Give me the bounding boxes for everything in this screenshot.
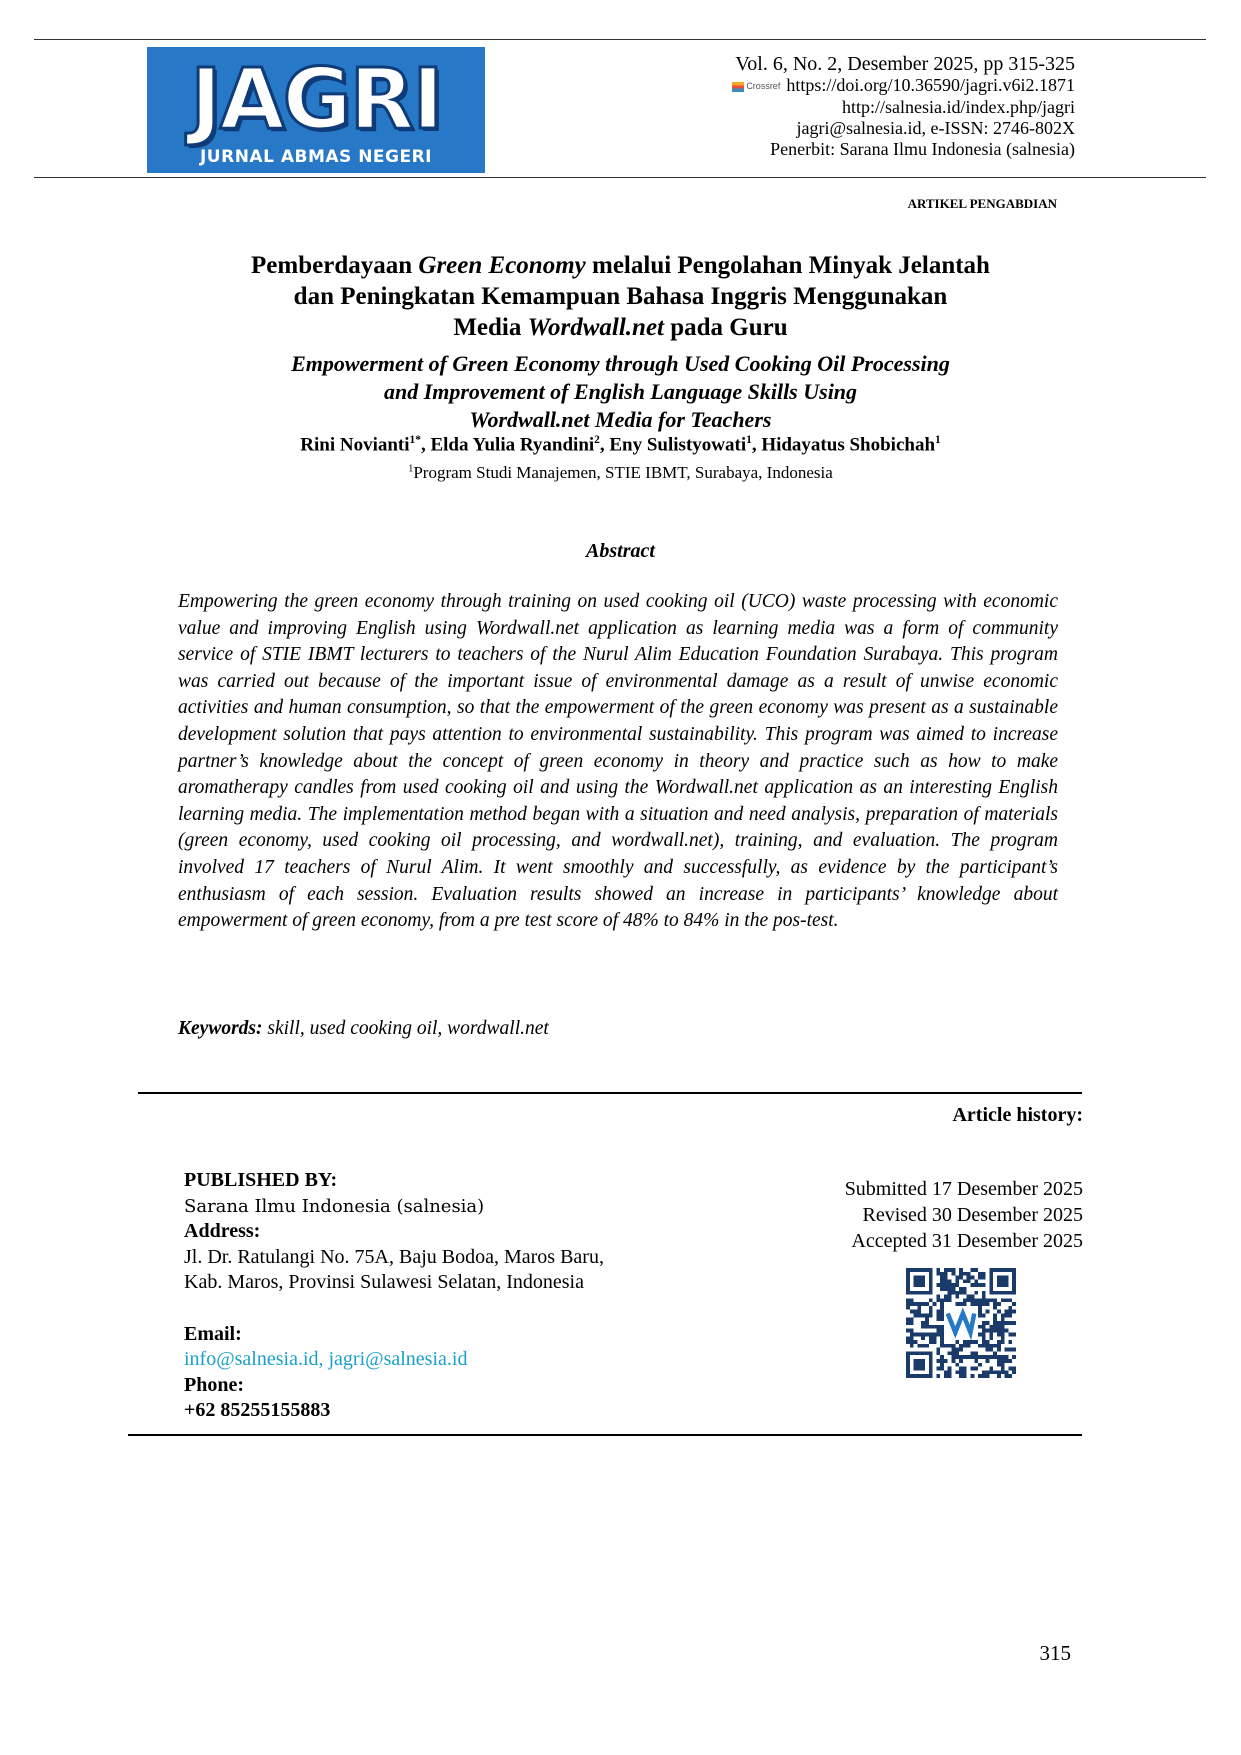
history-top-rule: [138, 1092, 1082, 1094]
author: Hidayatus Shobichah: [761, 434, 936, 456]
phone-label: Phone:: [184, 1373, 244, 1396]
author: Elda Yulia Ryandini: [430, 434, 595, 456]
article-subtitle: Empowerment of Green Economy through Used Cooking Oil Processing and Improvement of English Language Skills Using Wordwall.net Media for Teachers: [291, 351, 950, 432]
address-line: Jl. Dr. Ratulangi No. 75A, Baju Bodoa, Maros Baru,: [184, 1245, 604, 1268]
revised-date: Revised 30 Desember 2025: [862, 1204, 1083, 1226]
keywords-label: Keywords:: [178, 1018, 263, 1039]
published-by-heading: PUBLISHED BY:: [184, 1169, 338, 1191]
abstract-text: Empowering the green economy through training on used cooking oil (UCO) waste processing with economic value and improving English using Wordwall.net application as learning media was a form of community service of STIE IBMT lecturers to teachers of the Nurul Alim Education Foundation Surabaya. This program was carried out because of the important issue of environmental damage as a result of unwise economic activities and human consumption, so that the empowerment of the green economy was present as a sustainable development solution that pays attention to environmental sustainability. This program was aimed to increase partner’s knowledge about the concept of green economy in theory and practice such as how to make aromatherapy candles from used cooking oil and using the Wordwall.net application as an interesting English learning media. The implementation method began with a situation and need analysis, preparation of materials (green economy, used cooking oil processing, and wordwall.net), training, and evaluation. The program involved 17 teachers of Nurul Alim. It went smoothly and successfully, as evidence by the participant’s enthusiasm of each session. Evaluation results showed an increase in participants’ knowledge about empowerment of green economy, from a pre test score of 48% to 84% in the pos-test.: [178, 591, 1058, 932]
doi-link[interactable]: https://doi.org/10.36590/jagri.v6i2.1871: [786, 75, 1075, 95]
journal-publisher: Penerbit: Sarana Ilmu Indonesia (salnesia): [770, 139, 1075, 160]
address-line: Kab. Maros, Provinsi Sulawesi Selatan, Indonesia: [184, 1271, 584, 1293]
article-history-heading: Article history:: [952, 1104, 1083, 1126]
article-type: ARTIKEL PENGABDIAN: [907, 196, 1057, 211]
volume-info: Vol. 6, No. 2, Desember 2025, pp 315-325: [735, 53, 1075, 75]
submitted-date: Submitted 17 Desember 2025: [844, 1178, 1083, 1200]
author: Eny Sulistyowati: [609, 434, 747, 456]
email-label: Email:: [184, 1322, 242, 1345]
abstract-heading: Abstract: [586, 540, 655, 562]
keywords: [178, 1018, 549, 1040]
address-label: Address:: [184, 1220, 261, 1242]
doi-line: [732, 75, 1075, 97]
crossref-icon: Crossref: [732, 76, 780, 97]
article-history: [845, 1176, 1083, 1254]
journal-email-issn: jagri@salnesia.id, e-ISSN: 2746-802X: [796, 118, 1075, 139]
journal-url[interactable]: http://salnesia.id/index.php/jagri: [842, 97, 1075, 118]
logo-title: JAGRI: [190, 50, 442, 148]
accepted-date: Accepted 31 Desember 2025: [851, 1230, 1083, 1252]
logo-subtitle: JURNAL ABMAS NEGERI: [199, 147, 433, 167]
page-number: 315: [1039, 1641, 1071, 1665]
footer-rule: [128, 1434, 1082, 1436]
header-bottom-rule: [34, 177, 1206, 178]
author-list: Rini Novianti$^{1*}$, Elda Yulia Ryandini$^2$, Eny Sulistyowati$^1$, Hidayatus Shobichah$^1$: [300, 434, 941, 456]
phone-number: +62 85255155883: [184, 1399, 331, 1421]
journal-logo: [147, 47, 485, 173]
journal-info: [732, 54, 1075, 160]
keywords-text: skill, used cooking oil, wordwall.net: [262, 1018, 549, 1039]
article-title: Pemberdayaan Green Economy melalui Pengolahan Minyak Jelantah dan Peningkatan Kemampuan Bahasa Inggris Menggunakan Media Wordwall.net pada Guru: [251, 252, 990, 341]
header-top-rule: [34, 39, 1206, 40]
affiliation: $^1$Program Studi Manajemen, STIE IBMT, Surabaya, Indonesia: [408, 463, 833, 482]
email-links[interactable]: info@salnesia.id, jagri@salnesia.id: [184, 1348, 468, 1370]
publisher-block: [184, 1168, 604, 1424]
author: Rini Novianti: [300, 434, 410, 456]
qr-code-icon: [906, 1268, 1016, 1378]
publisher-name: Sarana Ilmu Indonesia (salnesia): [184, 1195, 485, 1217]
